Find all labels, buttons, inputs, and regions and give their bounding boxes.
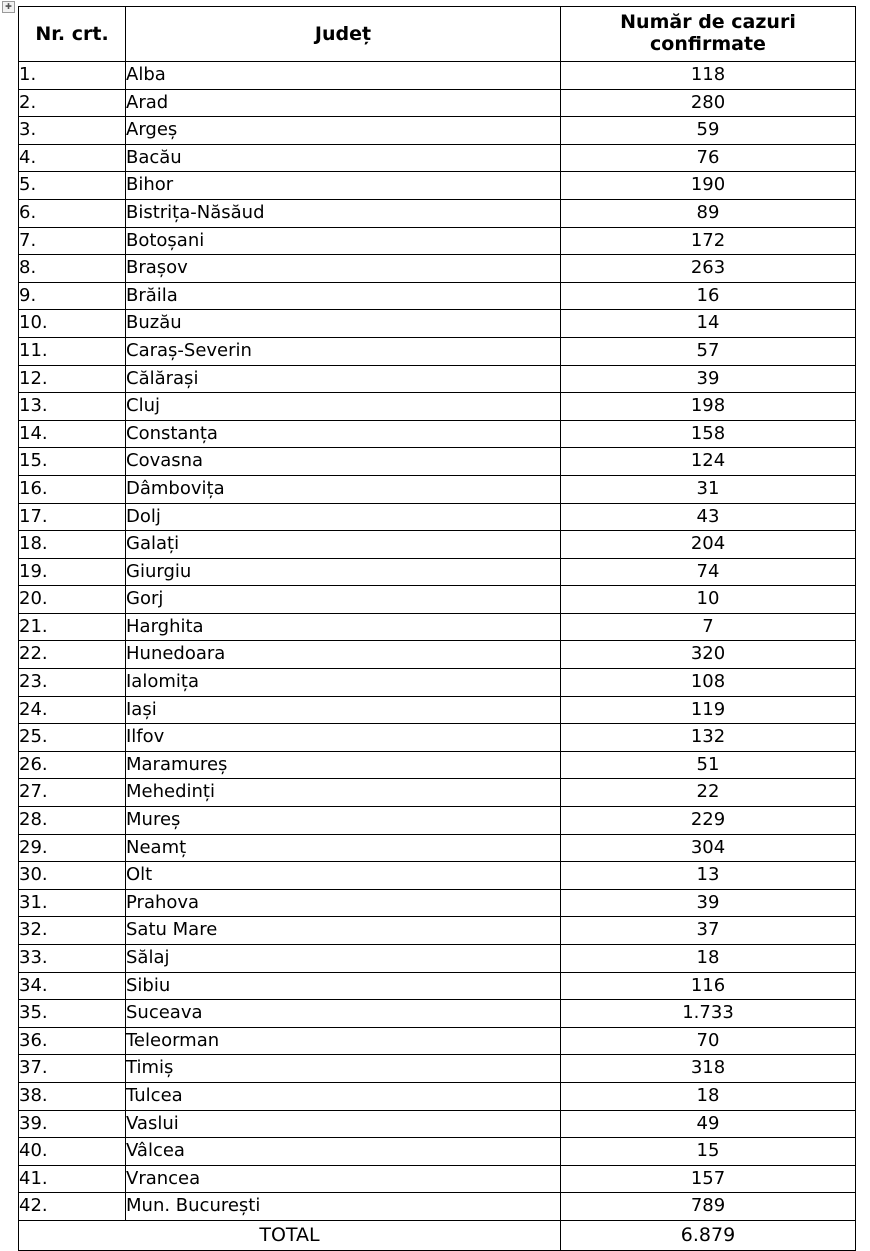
cell-nr-crt: 33. xyxy=(19,945,126,973)
table-row xyxy=(19,1000,856,1028)
cell-judet: Constanța xyxy=(126,420,561,448)
table-row xyxy=(19,199,856,227)
cell-nr-crt: 26. xyxy=(19,751,126,779)
table-row xyxy=(19,613,856,641)
cell-numar-cazuri: 39 xyxy=(561,365,856,393)
table-row xyxy=(19,448,856,476)
cell-numar-cazuri: 70 xyxy=(561,1027,856,1055)
cell-numar-cazuri: 49 xyxy=(561,1110,856,1138)
cell-nr-crt: 4. xyxy=(19,144,126,172)
cell-nr-crt: 29. xyxy=(19,834,126,862)
cell-judet: Vaslui xyxy=(126,1110,561,1138)
cell-judet: Dâmbovița xyxy=(126,475,561,503)
table-row xyxy=(19,255,856,283)
cell-numar-cazuri: 10 xyxy=(561,586,856,614)
cell-numar-cazuri: 7 xyxy=(561,613,856,641)
cell-nr-crt: 42. xyxy=(19,1193,126,1221)
cell-judet: Neamț xyxy=(126,834,561,862)
cell-judet: Dolj xyxy=(126,503,561,531)
table-row xyxy=(19,337,856,365)
cell-nr-crt: 22. xyxy=(19,641,126,669)
cell-numar-cazuri: 13 xyxy=(561,862,856,890)
cell-nr-crt: 10. xyxy=(19,310,126,338)
cell-nr-crt: 32. xyxy=(19,917,126,945)
table-row xyxy=(19,503,856,531)
table-row xyxy=(19,807,856,835)
table-row xyxy=(19,751,856,779)
table-row xyxy=(19,531,856,559)
cell-judet: Ialomița xyxy=(126,669,561,697)
cell-nr-crt: 30. xyxy=(19,862,126,890)
cell-numar-cazuri: 320 xyxy=(561,641,856,669)
table-row xyxy=(19,1027,856,1055)
cell-nr-crt: 14. xyxy=(19,420,126,448)
cell-numar-cazuri: 51 xyxy=(561,751,856,779)
table-row xyxy=(19,420,856,448)
table-row xyxy=(19,945,856,973)
header-row xyxy=(19,7,856,62)
cell-numar-cazuri: 1.733 xyxy=(561,1000,856,1028)
cell-numar-cazuri: 229 xyxy=(561,807,856,835)
table-move-handle[interactable] xyxy=(2,1,15,13)
cell-judet: Bihor xyxy=(126,172,561,200)
cell-nr-crt: 6. xyxy=(19,199,126,227)
cell-nr-crt: 16. xyxy=(19,475,126,503)
cell-numar-cazuri: 89 xyxy=(561,199,856,227)
table-row xyxy=(19,1193,856,1221)
cell-judet: Mureș xyxy=(126,807,561,835)
cell-judet: Timiș xyxy=(126,1055,561,1083)
cell-nr-crt: 41. xyxy=(19,1165,126,1193)
cell-numar-cazuri: 22 xyxy=(561,779,856,807)
cell-nr-crt: 12. xyxy=(19,365,126,393)
cell-nr-crt: 38. xyxy=(19,1082,126,1110)
cell-nr-crt: 25. xyxy=(19,724,126,752)
table-total-row xyxy=(19,1220,856,1250)
cell-numar-cazuri: 37 xyxy=(561,917,856,945)
table-row xyxy=(19,641,856,669)
cell-nr-crt: 13. xyxy=(19,393,126,421)
cell-judet: Galați xyxy=(126,531,561,559)
cell-numar-cazuri: 57 xyxy=(561,337,856,365)
cell-nr-crt: 17. xyxy=(19,503,126,531)
cell-judet: Bacău xyxy=(126,144,561,172)
table-row xyxy=(19,89,856,117)
cell-numar-cazuri: 14 xyxy=(561,310,856,338)
table-row xyxy=(19,1138,856,1166)
cell-judet: Arad xyxy=(126,89,561,117)
table-row xyxy=(19,972,856,1000)
table-row xyxy=(19,227,856,255)
table-row xyxy=(19,144,856,172)
table-row xyxy=(19,586,856,614)
cell-nr-crt: 15. xyxy=(19,448,126,476)
cell-nr-crt: 18. xyxy=(19,531,126,559)
cell-nr-crt: 2. xyxy=(19,89,126,117)
table-row xyxy=(19,310,856,338)
table-row xyxy=(19,669,856,697)
cell-judet: Iași xyxy=(126,696,561,724)
cell-judet: Brăila xyxy=(126,282,561,310)
cell-numar-cazuri: 157 xyxy=(561,1165,856,1193)
cell-judet: Giurgiu xyxy=(126,558,561,586)
cell-nr-crt: 3. xyxy=(19,117,126,145)
cell-numar-cazuri: 43 xyxy=(561,503,856,531)
cell-nr-crt: 40. xyxy=(19,1138,126,1166)
cell-judet: Hunedoara xyxy=(126,641,561,669)
column-header-line2: confirmate xyxy=(650,33,766,55)
cell-judet: Călărași xyxy=(126,365,561,393)
cell-nr-crt: 19. xyxy=(19,558,126,586)
table-row xyxy=(19,779,856,807)
cell-judet: Botoșani xyxy=(126,227,561,255)
cell-numar-cazuri: 18 xyxy=(561,1082,856,1110)
cell-numar-cazuri: 304 xyxy=(561,834,856,862)
column-header-line1: Număr de cazuri xyxy=(620,11,796,34)
table-row xyxy=(19,1082,856,1110)
cell-numar-cazuri: 15 xyxy=(561,1138,856,1166)
cell-judet: Argeș xyxy=(126,117,561,145)
cell-nr-crt: 11. xyxy=(19,337,126,365)
cell-judet: Prahova xyxy=(126,889,561,917)
cell-nr-crt: 34. xyxy=(19,972,126,1000)
cell-nr-crt: 5. xyxy=(19,172,126,200)
table-row xyxy=(19,365,856,393)
table-row xyxy=(19,889,856,917)
cell-nr-crt: 20. xyxy=(19,586,126,614)
cell-numar-cazuri: 18 xyxy=(561,945,856,973)
table-row xyxy=(19,558,856,586)
table-row xyxy=(19,172,856,200)
table-header xyxy=(19,7,856,62)
cell-numar-cazuri: 172 xyxy=(561,227,856,255)
table-row xyxy=(19,393,856,421)
cell-judet: Mun. București xyxy=(126,1193,561,1221)
table-row xyxy=(19,1110,856,1138)
column-header-numar-cazuri-confirmate xyxy=(561,7,856,62)
table-row xyxy=(19,724,856,752)
cell-judet: Mehedinți xyxy=(126,779,561,807)
cell-nr-crt: 7. xyxy=(19,227,126,255)
cell-nr-crt: 8. xyxy=(19,255,126,283)
cell-judet: Vâlcea xyxy=(126,1138,561,1166)
cell-judet: Brașov xyxy=(126,255,561,283)
cell-total-label: TOTAL xyxy=(19,1220,561,1250)
cell-judet: Bistrița-Năsăud xyxy=(126,199,561,227)
cell-nr-crt: 9. xyxy=(19,282,126,310)
cell-judet: Sibiu xyxy=(126,972,561,1000)
cell-judet: Vrancea xyxy=(126,1165,561,1193)
cell-judet: Sălaj xyxy=(126,945,561,973)
cell-numar-cazuri: 116 xyxy=(561,972,856,1000)
cell-judet: Maramureș xyxy=(126,751,561,779)
cell-numar-cazuri: 74 xyxy=(561,558,856,586)
cell-judet: Tulcea xyxy=(126,1082,561,1110)
table-row xyxy=(19,1055,856,1083)
table-row xyxy=(19,917,856,945)
cell-numar-cazuri: 204 xyxy=(561,531,856,559)
column-header-judet: Județ xyxy=(126,7,561,62)
table-row xyxy=(19,834,856,862)
cell-numar-cazuri: 39 xyxy=(561,889,856,917)
confirmed-cases-table xyxy=(18,6,856,1251)
cell-total-value: 6.879 xyxy=(561,1220,856,1250)
table-row xyxy=(19,696,856,724)
cell-judet: Cluj xyxy=(126,393,561,421)
cell-judet: Teleorman xyxy=(126,1027,561,1055)
table-row xyxy=(19,62,856,90)
cell-numar-cazuri: 59 xyxy=(561,117,856,145)
cell-judet: Caraș-Severin xyxy=(126,337,561,365)
cell-numar-cazuri: 119 xyxy=(561,696,856,724)
cell-judet: Ilfov xyxy=(126,724,561,752)
table-row xyxy=(19,117,856,145)
cell-numar-cazuri: 132 xyxy=(561,724,856,752)
cell-numar-cazuri: 280 xyxy=(561,89,856,117)
cell-nr-crt: 27. xyxy=(19,779,126,807)
cell-nr-crt: 21. xyxy=(19,613,126,641)
cell-nr-crt: 23. xyxy=(19,669,126,697)
cell-judet: Covasna xyxy=(126,448,561,476)
cell-judet: Harghita xyxy=(126,613,561,641)
cell-judet: Alba xyxy=(126,62,561,90)
cell-numar-cazuri: 76 xyxy=(561,144,856,172)
cell-nr-crt: 39. xyxy=(19,1110,126,1138)
cell-numar-cazuri: 31 xyxy=(561,475,856,503)
cell-numar-cazuri: 789 xyxy=(561,1193,856,1221)
cell-nr-crt: 36. xyxy=(19,1027,126,1055)
table-row xyxy=(19,475,856,503)
cell-nr-crt: 31. xyxy=(19,889,126,917)
cell-nr-crt: 37. xyxy=(19,1055,126,1083)
cell-numar-cazuri: 263 xyxy=(561,255,856,283)
cell-nr-crt: 24. xyxy=(19,696,126,724)
cell-numar-cazuri: 16 xyxy=(561,282,856,310)
cell-judet: Buzău xyxy=(126,310,561,338)
cell-numar-cazuri: 158 xyxy=(561,420,856,448)
cell-nr-crt: 1. xyxy=(19,62,126,90)
cell-nr-crt: 28. xyxy=(19,807,126,835)
table-row xyxy=(19,282,856,310)
cell-judet: Suceava xyxy=(126,1000,561,1028)
cell-judet: Satu Mare xyxy=(126,917,561,945)
table-row xyxy=(19,862,856,890)
column-header-nr-crt: Nr. crt. xyxy=(19,7,126,62)
cell-numar-cazuri: 108 xyxy=(561,669,856,697)
move-arrows-icon: ✚ xyxy=(5,2,12,11)
cell-numar-cazuri: 124 xyxy=(561,448,856,476)
cell-numar-cazuri: 118 xyxy=(561,62,856,90)
table-body xyxy=(19,62,856,1251)
cell-numar-cazuri: 318 xyxy=(561,1055,856,1083)
cell-numar-cazuri: 198 xyxy=(561,393,856,421)
cell-numar-cazuri: 190 xyxy=(561,172,856,200)
table-row xyxy=(19,1165,856,1193)
cell-judet: Olt xyxy=(126,862,561,890)
cell-judet: Gorj xyxy=(126,586,561,614)
cell-nr-crt: 35. xyxy=(19,1000,126,1028)
